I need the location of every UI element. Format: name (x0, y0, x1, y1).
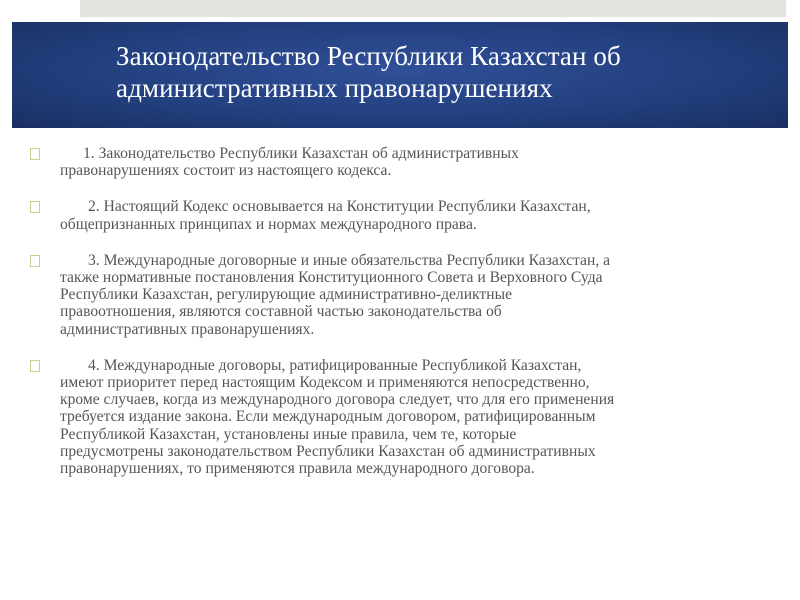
paragraph-line: правонарушениях состоит из настоящего кодекса. (60, 162, 392, 180)
paragraph-2 (60, 198, 770, 232)
paragraph-line: 1. Законодательство Республики Казахстан об административных (83, 145, 519, 162)
paragraph-line: правонарушениях, то применяются правила международного договора. (60, 460, 535, 478)
slide-content (30, 145, 770, 496)
bullet-icon (30, 148, 40, 160)
paragraph-line: административных правонарушениях. (60, 320, 315, 338)
paragraph-line: Республикой Казахстан, установлены иные правила, чем те, которые (60, 425, 517, 443)
list-item (30, 198, 770, 232)
slide-title-line-1: Законодательство Республики Казахстан об (116, 41, 621, 71)
list-item (30, 252, 770, 338)
paragraph-4 (60, 357, 770, 477)
paragraph-line: также нормативные постановления Конституционного Совета и Верховного Суда (60, 269, 603, 287)
paragraph-1 (60, 145, 770, 179)
top-decor-stripe (80, 0, 786, 17)
title-banner (12, 22, 788, 128)
bullet-icon (30, 201, 40, 213)
paragraph-line: 2. Настоящий Кодекс основывается на Конституции Республики Казахстан, (88, 198, 591, 216)
bullet-icon (30, 360, 40, 372)
paragraph-line: имеют приоритет перед настоящим Кодексом и применяются непосредственно, (60, 374, 590, 392)
paragraph-line: общепризнанных принципах и нормах международного права. (60, 215, 477, 233)
paragraph-3 (60, 252, 770, 338)
paragraph-line: 3. Международные договорные и иные обязательства Республики Казахстан, а (88, 251, 611, 269)
paragraph-line: кроме случаев, когда из международного договора следует, что для его применения (60, 391, 615, 409)
paragraph-line: 4. Международные договоры, ратифицированные Республикой Казахстан, (88, 356, 582, 374)
paragraph-line: требуется издание закона. Если международным договором, ратифицированным (60, 408, 596, 426)
slide-title-line-2: административных правонарушениях (116, 73, 553, 103)
list-item (30, 357, 770, 477)
list-item (30, 145, 770, 179)
bullet-icon (30, 255, 40, 267)
paragraph-line: предусмотрены законодательством Республики Казахстан об административных (60, 442, 596, 460)
paragraph-line: Республики Казахстан, регулирующие административно-деликтные (60, 286, 512, 304)
paragraph-line: правоотношения, являются составной частью законодательства об (60, 303, 502, 321)
